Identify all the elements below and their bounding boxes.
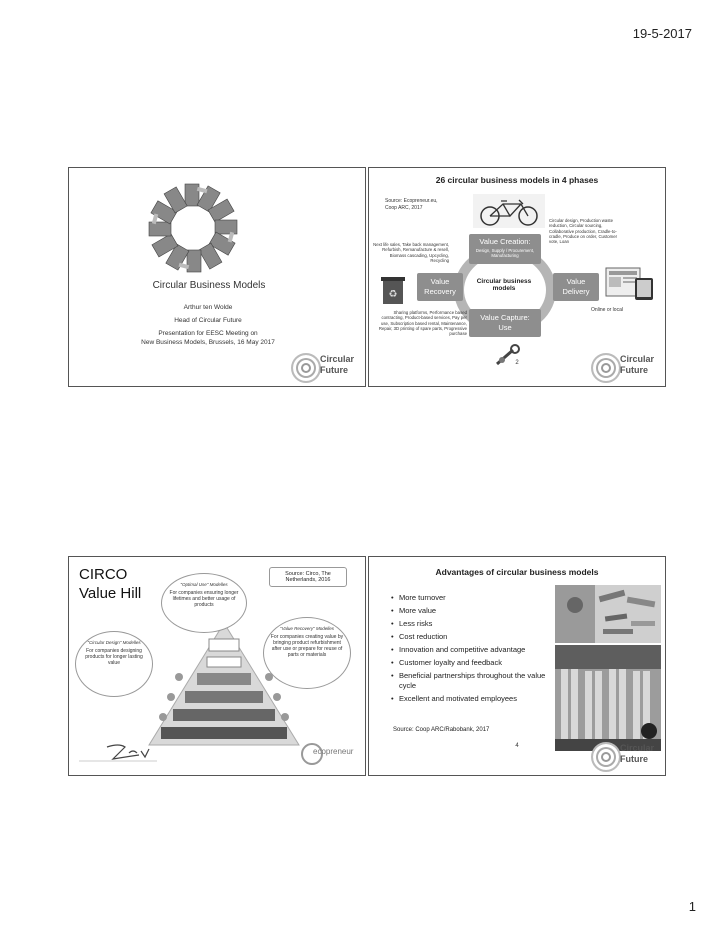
value-recovery-bubble: "Value Recovery" Modelles For companies creating value by bringing product refurbishment after use or prepare for reuse of parts or materials <box>263 617 351 689</box>
slide-1-role: Head of Circular Future <box>174 317 242 324</box>
slide-1 <box>68 167 366 387</box>
logo-rings-icon <box>291 353 321 383</box>
list-item: • Beneficial partnerships throughout the value cycle <box>391 671 551 690</box>
ecopreneur-logo: ecopreneur <box>301 743 359 763</box>
slide-3-title: CIRCO Value Hill <box>79 566 142 602</box>
circular-future-logo: Circular Future <box>591 352 657 380</box>
value-recovery-box: Value Recovery <box>417 273 463 301</box>
list-item: • Innovation and competitive advantage <box>391 645 551 655</box>
slide-2-number: 2 <box>515 360 519 366</box>
logo-rings-icon <box>591 742 621 772</box>
slide-4-number: 4 <box>515 743 519 749</box>
value-capture-box: Value Capture: Use <box>469 309 541 337</box>
slide-2-source: Source: Ecopreneur.eu, Coop ARC, 2017 <box>385 198 438 211</box>
creation-description: Circular design, Production waste reduction, Circular sourcing, Collaborative production, Cradle-to-cradle, Produce on order, Customer vote, Loan <box>549 218 618 245</box>
advantages-list <box>391 593 551 707</box>
list-item: • Less risks <box>391 619 551 629</box>
slide-2-title: 26 circular business models in 4 phases <box>435 175 599 185</box>
list-item: • More turnover <box>391 593 551 603</box>
business-collage-image <box>555 585 661 643</box>
slide-1-title: Circular Business Models <box>152 280 266 291</box>
slide-1-author: Arthur ten Wolde <box>183 304 233 311</box>
slide-4-source: Source: Coop ARC/Rabobank, 2017 <box>393 727 490 733</box>
page-number: 1 <box>688 899 696 914</box>
slide-3 <box>68 556 366 776</box>
slide-3-source: Source: Circo, The Netherlands, 2016 <box>269 567 347 587</box>
circular-future-logo: Circular Future <box>291 352 357 380</box>
page-date: 19-5-2017 <box>632 26 692 41</box>
employees-legs-image <box>555 645 661 751</box>
logo-rings-icon <box>591 353 621 383</box>
slide-4-title: Advantages of circular business models <box>435 567 599 577</box>
circular-future-logo: Circular Future <box>591 741 657 769</box>
list-item: • Excellent and motivated employees <box>391 694 551 704</box>
svg-text:♻: ♻ <box>388 289 398 300</box>
optimal-use-bubble: "Optimal Use" Modelles For companies ensuring longer lifetimes and better usage of products <box>161 573 247 633</box>
delivery-description: Online or local <box>591 307 623 313</box>
value-delivery-box: Value Delivery <box>553 273 599 301</box>
circular-business-models-label: Circular business models <box>476 278 532 292</box>
list-item: • Customer loyalty and feedback <box>391 658 551 668</box>
recycle-bin-icon <box>377 272 409 306</box>
slide-1-line-2: New Business Models, Brussels, 16 May 2017 <box>141 339 275 346</box>
money-stacks-image <box>141 182 245 274</box>
list-item: • More value <box>391 606 551 616</box>
recovery-description: Next life sales, Take back management, Refurbish, Remanufacture & resell, Biomass cascading, Upcycling, Recycling <box>373 242 449 263</box>
value-creation-box: Value Creation: Design, Supply / Procurement, Manufacturing <box>469 234 541 264</box>
capture-description: Sharing platforms, Performance based contracting, Product-based services, Pay per use, Subscription based rental, Maintenance, Repair, 3D printing of spare parts, Progressive purchase <box>378 310 467 337</box>
list-item: • Cost reduction <box>391 632 551 642</box>
circular-design-bubble: "Circular Design" Modelles For companies designing products for longer lasting value <box>75 631 153 697</box>
newspaper-tablet-image <box>605 266 655 302</box>
slide-1-line-1: Presentation for EESC Meeting on <box>158 330 258 337</box>
bicycle-image <box>473 194 545 228</box>
zaak-signature-logo <box>79 741 159 765</box>
slide-4 <box>368 556 666 776</box>
slide-2 <box>368 167 666 387</box>
